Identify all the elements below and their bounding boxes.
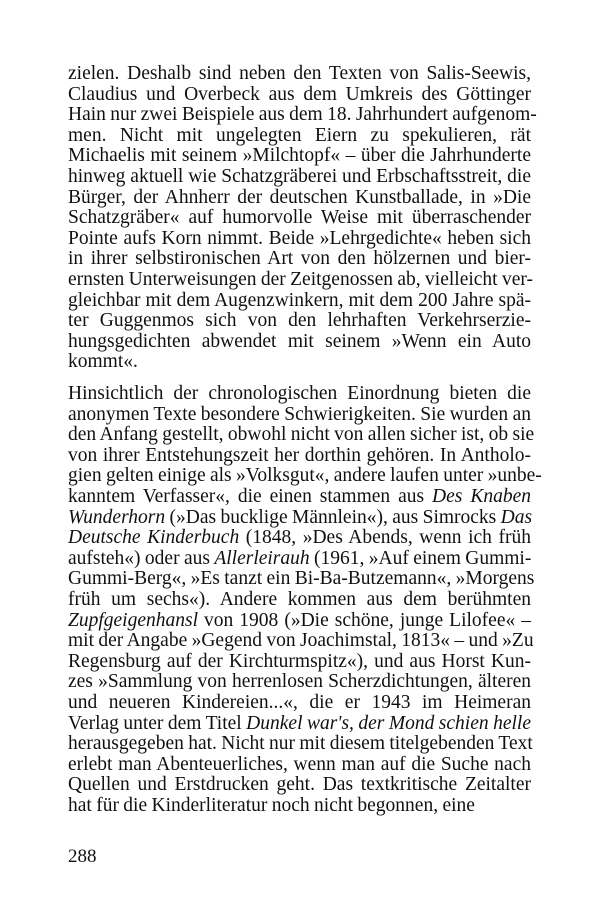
text-line: Verlag unter dem Titel Dunkel war's, der Mond schien helle [68,712,531,734]
italic-title: Allerleirauh [214,547,310,569]
text-line: in ihrer selbstironischen Art von den hölzernen und bier- [68,248,531,270]
text-line: aufsteh«) oder aus Allerleirauh (1961, »Auf einem Gummi- [68,547,532,569]
text-line: zes »Sammlung von herrenlosen Scherzdichtungen, älteren [68,671,531,693]
text-line: zielen. Deshalb sind neben den Texten von Salis-Seewis, [68,63,531,84]
text-line: Wunderhorn (»Das bucklige Männlein«), aus Simrocks Das [68,506,533,528]
italic-title: Des Knaben [432,485,531,507]
paragraph-1 [68,63,537,373]
text-line: den Anfang gestellt, obwohl nicht von allen sicher ist, ob sie [68,424,535,446]
text-line: herausgegeben hat. Nicht nur mit diesem titelgebenden Text [68,733,533,755]
text-line: Quellen und Erstdrucken geht. Das textkritische Zeitalter [68,774,531,796]
text-line: Michaelis mit seinem »Milchtopf« – über die Jahrhunderte [68,145,531,167]
text-line: kanntem Verfasser«, die einen stammen aus Des Knaben [68,485,531,507]
text-line: gien gelten einige als »Volksgut«, andere laufen unter »unbe- [68,465,542,487]
text-line: men. Nicht mit ungelegten Eiern zu spekulieren, rät [68,124,531,146]
text-line: hinweg aktuell wie Schatzgräberei und Erbschaftsstreit, die [68,165,531,187]
text-line: Hain nur zwei Beispiele aus dem 18. Jahrhundert aufgenom- [68,104,537,126]
text-line: ernsten Unterweisungen der Zeitgenossen ab, vielleicht ver- [68,268,533,290]
text-line: Claudius und Overbeck aus dem Umkreis des Göttinger [68,83,531,105]
text-line: Zupfgeigenhansl von 1908 (»Die schöne, junge Lilofee« – [68,609,531,631]
paragraph-2 [68,383,542,816]
text-line: Bürger, der Ahnherr der deutschen Kunstballade, in »Die [68,186,531,208]
text-line: Hinsichtlich der chronologischen Einordnung bieten die [68,383,531,404]
text-line: Pointe aufs Korn nimmt. Beide »Lehrgedichte« heben sich [68,227,531,249]
page-number: 288 [68,846,97,867]
text-line: kommt«. [68,351,138,373]
text-line: hungsgedichten abwendet mit seinem »Wenn ein Auto [68,330,531,352]
italic-title: Dunkel war's, der Mond schien helle [246,712,531,734]
italic-title: Wunderhorn [68,506,166,528]
italic-title: Das [500,506,533,528]
text-line: und neueren Kindereien...«, die er 1943 im Heimeran [68,691,531,713]
text-line: ter Guggenmos sich von den lehrhaften Verkehrserzie- [68,310,531,332]
text-line: Deutsche Kinderbuch (1848, »Des Abends, wenn ich früh [68,527,531,549]
text-line: gleichbar mit dem Augenzwinkern, mit dem 200 Jahre spä- [68,289,531,311]
text-line: Gummi-Berg«, »Es tanzt ein Bi-Ba-Butzemann«, »Morgens [68,568,535,590]
text-line: Regensburg auf der Kirchturmspitz«), und aus Horst Kun- [68,650,531,672]
italic-title: Zupfgeigenhansl [68,609,198,631]
text-line: anonymen Texte besondere Schwierigkeiten. Sie wurden an [68,403,531,425]
text-line: früh um sechs«). Andere kommen aus dem berühmten [68,588,531,610]
italic-title: Deutsche Kinderbuch [68,527,240,549]
text-line: erlebt man Abenteuerliches, wenn man auf die Suche nach [68,753,531,775]
text-line: von ihrer Entstehungszeit her dorthin gehören. In Antholo- [68,444,531,466]
text-line: hat für die Kinderliteratur noch nicht begonnen, eine [68,794,475,816]
text-line: mit der Angabe »Gegend von Joachimstal, 1813« – und »Zu [68,630,534,652]
text-line: Schatzgräber« auf humorvolle Weise mit überraschender [68,207,531,229]
